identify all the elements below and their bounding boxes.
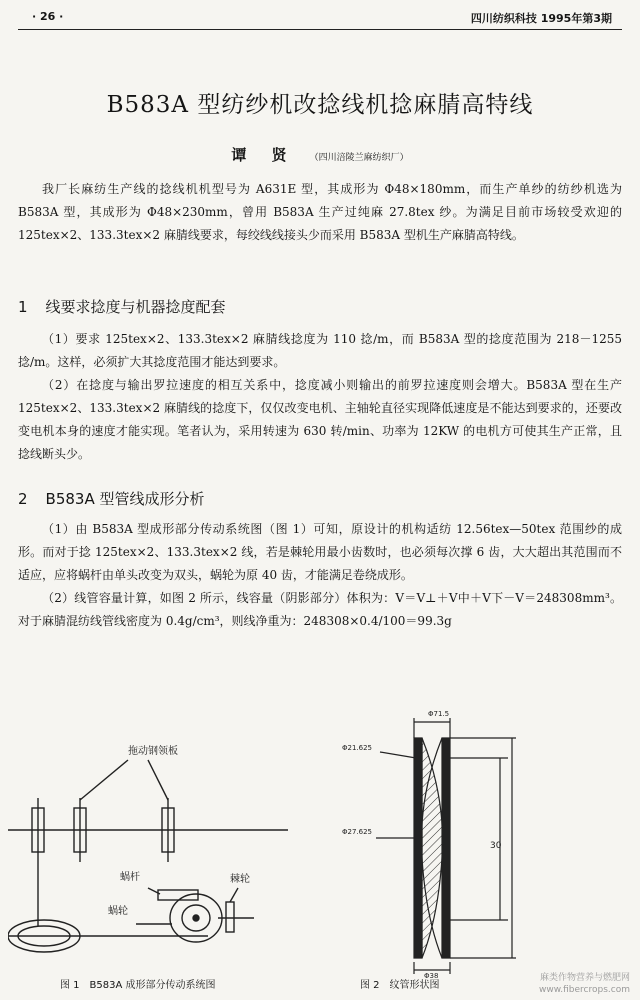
figure-2-diagram — [340, 708, 520, 978]
author-affiliation: （四川涪陵兰麻纺织厂） — [309, 153, 409, 163]
section-2-para-2: （2）线管容量计算，如图 2 所示，线容量（阴影部分）体积为：V＝V⊥＋V中＋V下－V＝248308mm³。对于麻腈混纺线管线密度为 0.4g/cm³，则线净重为：248308×0.4/100＝99.3g — [18, 591, 622, 628]
fig1-label-plate: 拖动钢领板 — [128, 746, 178, 757]
section-2-para-1: （1）由 B583A 型成形部分传动系统图（图 1）可知，原设计的机构适纺 12.56tex—50tex 范围纱的成形。而对于捻 125tex×2、133.3tex×2 线，若是棘轮用最小齿数时，也必须每次撑 6 齿，大大超出其范围而不适应，应将蜗杆由单头改变为双头，蜗轮为原 40 齿，才能满足卷绕成形。 — [18, 522, 622, 582]
section-2-body — [18, 518, 622, 633]
section-2-title: B583A 型管线成形分析 — [45, 490, 205, 508]
fig2-dim-upper: Φ21.625 — [342, 744, 373, 752]
fig2-dim-len: 30 — [490, 841, 502, 851]
section-2-heading — [18, 488, 622, 511]
section-1-title: 线要求捻度与机器捻度配套 — [45, 298, 226, 316]
journal-issue: 四川纺织科技 1995年第3期 — [470, 12, 612, 25]
page-number: · 26 · — [32, 10, 64, 23]
watermark — [539, 972, 630, 996]
section-1-number: 1 — [18, 298, 28, 316]
fig1-label-worm: 蜗杆 — [120, 872, 140, 883]
section-1-para-2: （2）在捻度与输出罗拉速度的相互关系中，捻度减小则输出的前罗拉速度则会增大。B583A 型在生产 125tex×2、133.3tex×2 麻腈线的捻度下，仅仅改变电机、主轴轮直径实现降低速度是不能达到要求的，还要改变电机本身的速度才能实现。笔者认为，采用转速为 630 转/min、功率为 12KW 的电机方可使其生产正常，且捻线断头少。 — [18, 378, 622, 461]
watermark-line-1: 麻类作物营养与燃肥网 — [539, 973, 630, 983]
section-2-number: 2 — [18, 490, 28, 508]
section-1-para-1: （1）要求 125tex×2、133.3tex×2 麻腈线捻度为 110 捻/m，而 B583A 型的捻度范围为 218－1255 捻/m。这样，必须扩大其捻度范围才能达到要求。 — [18, 332, 622, 369]
fig1-ratchet — [226, 902, 234, 932]
section-1-body — [18, 328, 622, 466]
fig2-dim-mid: Φ27.625 — [342, 828, 373, 836]
fig1-label-ratchet: 棘轮 — [230, 874, 250, 885]
article-title: B583A 型纺纱机改捻线机捻麻腈高特线 — [106, 92, 534, 118]
fig2-dim-bottom: Φ38 — [424, 972, 439, 978]
header-rule — [18, 29, 622, 30]
section-1-heading — [18, 296, 622, 319]
page-header — [18, 8, 622, 30]
fig2-dim-top: Φ71.5 — [428, 710, 450, 718]
figure-1-diagram — [8, 738, 308, 978]
figure-1-caption: 图 1 B583A 成形部分传动系统图 — [60, 980, 216, 991]
intro-text: 我厂长麻纺生产线的捻线机机型号为 A631E 型，其成形为 Φ48×180mm，而生产单纱的纺纱机选为 B583A 型，其成形为 Φ48×230mm，曾用 B583A 生产过纯麻 27.8tex 纱。为满足目前市场较受欢迎的 125tex×2、133.3tex×2 麻腈线要求，每绞线线接头少而采用 B583A 型机生产麻腈高特线。 — [18, 182, 622, 242]
fig1-worm — [158, 890, 198, 900]
figure-2-caption: 图 2 纹管形状图 — [360, 980, 440, 991]
fig1-label-wormwheel: 蜗轮 — [108, 906, 128, 917]
author-name: 谭 贤 — [231, 146, 297, 164]
author-line — [0, 144, 640, 165]
intro-paragraph — [18, 178, 622, 247]
watermark-line-2: www.fibercrops.com — [539, 985, 630, 995]
